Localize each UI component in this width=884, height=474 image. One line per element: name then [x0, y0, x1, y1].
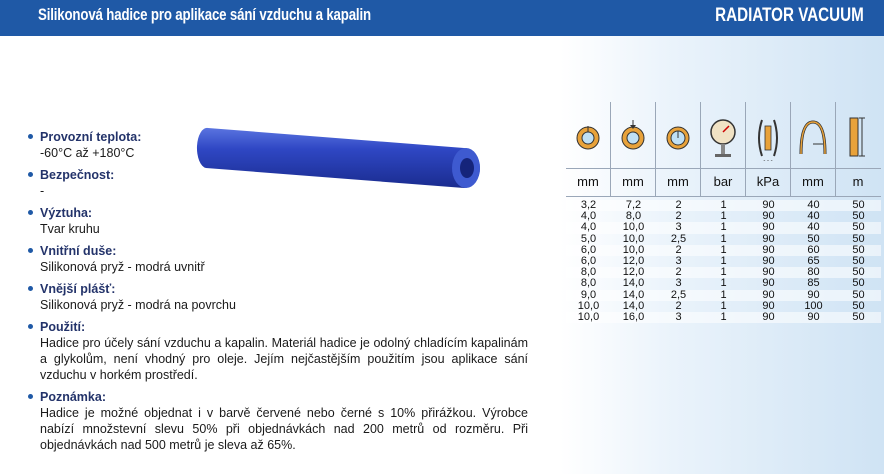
table-cell: 10,0 — [611, 245, 656, 256]
table-cell: 7,2 — [611, 200, 656, 211]
table-cell: 50 — [852, 232, 865, 245]
table-cell: 1 — [720, 299, 727, 312]
table-cell: 3 — [675, 277, 682, 290]
table-cell: 10,0 — [622, 232, 645, 245]
property-item — [28, 390, 528, 453]
table-cell: 12,0 — [622, 255, 645, 268]
table-cell: 3 — [656, 222, 701, 233]
table-cell: 90 — [746, 312, 791, 323]
table-cell: 12,0 — [611, 267, 656, 278]
table-cell: 6,0 — [580, 255, 597, 268]
table-cell: 65 — [807, 255, 820, 268]
table-cell: 50 — [836, 222, 881, 233]
table-cell: 3 — [675, 255, 682, 268]
table-cell: 60 — [791, 245, 836, 256]
table-cell: 90 — [746, 290, 791, 301]
table-cell: 80 — [791, 267, 836, 278]
inner-diameter-icon — [566, 102, 610, 168]
property-label: Vnější plášť: — [40, 282, 116, 296]
unit-row — [566, 174, 881, 190]
table-cell: 6,0 — [566, 245, 611, 256]
spec-table — [566, 200, 881, 323]
table-cell: 3 — [656, 312, 701, 323]
table-cell: 2,5 — [656, 290, 701, 301]
table-cell: 90 — [762, 232, 775, 245]
bullet-icon — [28, 210, 33, 215]
table-cell: 50 — [836, 312, 881, 323]
table-cell: 3,2 — [566, 200, 611, 211]
table-cell: 14,0 — [611, 290, 656, 301]
product-tag: RADIATOR VACUUM — [715, 5, 864, 26]
table-cell: 2 — [675, 299, 682, 312]
bullet-icon — [28, 286, 33, 291]
table-cell: 85 — [807, 277, 820, 290]
table-cell: 50 — [852, 255, 865, 268]
property-value: Hadice je možné objednat i v barvě červené nebo černé s 10% přirážkou. Výrobce nabízí množstevní slevu 50% při objednávkách nad 200 metrů od rozměru. Při objednávkách nad 500 metrů je sleva až 65%. — [40, 406, 528, 452]
table-cell: 90 — [762, 299, 775, 312]
table-cell: 5,0 — [580, 232, 597, 245]
svg-text:- - -: - - - — [763, 158, 773, 164]
table-cell: 40 — [791, 222, 836, 233]
property-value: -60°C až +180°C — [40, 146, 135, 160]
bullet-icon — [28, 172, 33, 177]
table-cell: 50 — [836, 200, 881, 211]
outer-diameter-icon — [611, 102, 655, 168]
table-cell: 50 — [852, 277, 865, 290]
pressure-gauge-icon — [701, 102, 745, 168]
unit-label: mm — [802, 174, 824, 189]
property-label: Provozní teplota: — [40, 130, 142, 144]
property-label: Výztuha: — [40, 206, 93, 220]
property-value: Silikonová pryž - modrá uvnitř — [40, 260, 205, 274]
table-cell: 90 — [746, 222, 791, 233]
property-value: Silikonová pryž - modrá na povrchu — [40, 298, 236, 312]
property-item — [28, 320, 528, 383]
table-cell: 2 — [656, 200, 701, 211]
unit-label: mm — [577, 174, 599, 189]
table-cell: 1 — [701, 267, 746, 278]
table-cell: 50 — [836, 267, 881, 278]
page-title: Silikonová hadice pro aplikace sání vzduchu a kapalin — [38, 5, 371, 24]
table-cell: 4,0 — [566, 222, 611, 233]
table-cell: 8,0 — [566, 267, 611, 278]
property-value: Hadice pro účely sání vzduchu a kapalin. Materiál hadice je odolný chladícím kapalinám a glykolům, není vhodný pro oleje. Jejím nejčastějším použitím jsou aplikace sání vzduchu v horkém prostředí. — [40, 336, 528, 382]
table-cell: 90 — [746, 245, 791, 256]
table-cell: 4,0 — [580, 210, 597, 223]
table-row — [566, 278, 881, 289]
length-icon — [836, 102, 880, 168]
unit-label: kPa — [756, 174, 780, 189]
wall-thickness-icon — [656, 102, 700, 168]
table-cell: 14,0 — [622, 277, 645, 290]
table-cell: 1 — [720, 277, 727, 290]
property-label: Poznámka: — [40, 390, 106, 404]
table-cell: 1 — [701, 222, 746, 233]
table-cell: 90 — [762, 210, 775, 223]
unit-label: mm — [667, 174, 689, 189]
property-item — [28, 244, 528, 275]
bullet-icon — [28, 324, 33, 329]
table-cell: 10,0 — [577, 299, 600, 312]
vacuum-icon — [746, 102, 790, 168]
table-row — [566, 222, 881, 233]
property-value: Tvar kruhu — [40, 222, 100, 236]
table-cell: 8,0 — [580, 277, 597, 290]
table-divider — [566, 196, 881, 197]
table-cell: 50 — [852, 210, 865, 223]
bullet-icon — [28, 134, 33, 139]
unit-label: bar — [713, 174, 733, 189]
property-item — [28, 206, 528, 237]
table-cell: 2,5 — [670, 232, 687, 245]
bullet-icon — [28, 394, 33, 399]
property-label: Použití: — [40, 320, 86, 334]
table-row — [566, 290, 881, 301]
table-cell: 40 — [791, 200, 836, 211]
table-cell: 1 — [701, 200, 746, 211]
bullet-icon — [28, 248, 33, 253]
table-row — [566, 312, 881, 323]
table-cell: 16,0 — [611, 312, 656, 323]
table-cell: 2 — [656, 245, 701, 256]
table-cell: 2 — [656, 267, 701, 278]
table-cell: 10,0 — [611, 222, 656, 233]
spec-icon-row — [566, 102, 881, 168]
table-divider — [566, 168, 881, 169]
header-bar — [0, 0, 884, 36]
property-item — [28, 130, 528, 161]
table-cell: 90 — [746, 200, 791, 211]
table-cell: 10,0 — [566, 312, 611, 323]
table-cell: 90 — [762, 277, 775, 290]
table-cell: 50 — [836, 290, 881, 301]
table-cell: 1 — [701, 245, 746, 256]
property-label: Vnitřní duše: — [40, 244, 117, 258]
table-cell: 50 — [807, 232, 820, 245]
table-cell: 50 — [836, 245, 881, 256]
property-value: - — [40, 184, 45, 198]
table-cell: 90 — [791, 290, 836, 301]
properties-list — [28, 130, 528, 460]
table-cell: 8,0 — [625, 210, 642, 223]
bend-radius-icon — [791, 102, 835, 168]
table-cell: 100 — [804, 299, 823, 312]
table-cell: 1 — [701, 312, 746, 323]
property-item — [28, 282, 528, 313]
table-cell: 90 — [762, 255, 775, 268]
table-cell: 14,0 — [622, 299, 645, 312]
table-cell: 50 — [852, 299, 865, 312]
table-cell: 90 — [791, 312, 836, 323]
table-cell: 40 — [807, 210, 820, 223]
unit-label: m — [852, 174, 864, 189]
table-cell: 1 — [720, 232, 727, 245]
table-cell: 90 — [746, 267, 791, 278]
property-item — [28, 168, 528, 199]
table-cell: 1 — [701, 290, 746, 301]
table-cell: 1 — [720, 210, 727, 223]
property-label: Bezpečnost: — [40, 168, 115, 182]
table-cell: 2 — [675, 210, 682, 223]
table-cell: 1 — [720, 255, 727, 268]
unit-label: mm — [622, 174, 644, 189]
table-cell: 9,0 — [566, 290, 611, 301]
